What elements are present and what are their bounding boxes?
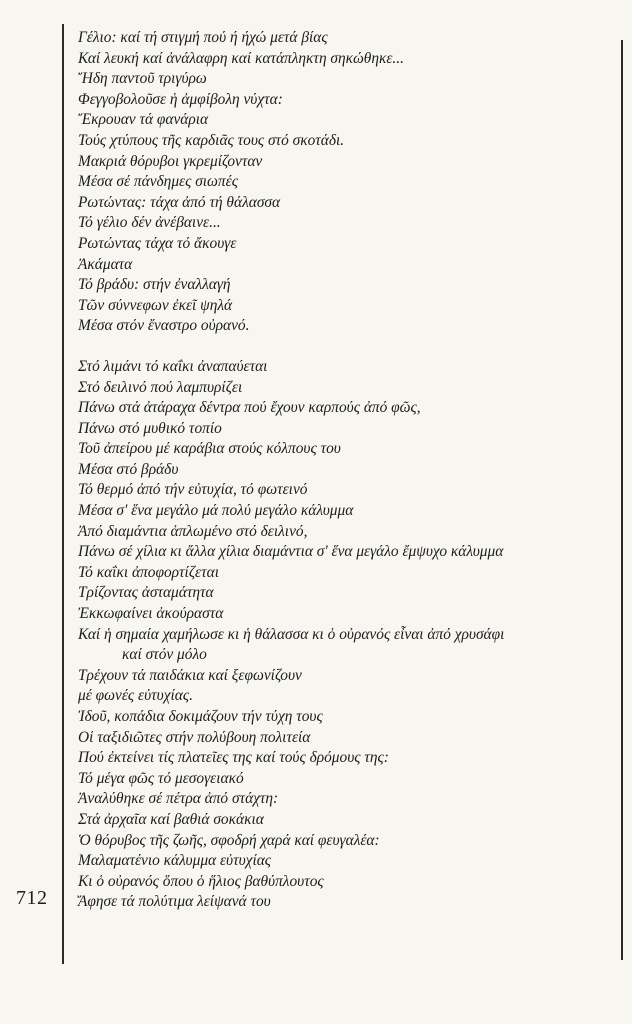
left-margin-rule (62, 24, 64, 964)
poem-line: Ἔκρουαν τά φανάρια (78, 111, 209, 129)
poem-line: Γέλιο: καί τή στιγμή πού ή ήχώ μετά βίας (78, 29, 328, 46)
poem-line: Ἀναλύθηκε σέ πέτρα ἀπό στάχτη: (78, 790, 279, 808)
poem-line: Ἀκάματα (78, 255, 133, 273)
poem-line: Ἐκκωφαίνει ἀκούραστα (78, 605, 224, 623)
poem-line: Τό θερμό ἀπό τήν εὐτυχία, τό φωτεινό (78, 481, 308, 499)
poem-line: Στό λιμάνι τό καΐκι ἀναπαύεται (78, 357, 268, 375)
poem-line: Καί ἡ σημαία χαμήλωσε κι ἡ θάλασσα κι ὁ οὐρανός εἶναι ἀπό χρυσάφι (78, 625, 505, 643)
poem-line: Τρίζοντας ἀσταμάτητα (78, 584, 214, 602)
poem-line: Καί λευκή καί ἀνάλαφρη καί κατάπληκτη σηκώθηκε... (78, 49, 404, 67)
poem-line: Οἱ ταξιδιῶτες στήν πολύβουη πολιτεία (78, 728, 311, 746)
page-number: 712 (16, 887, 48, 909)
poem-line: Τό μέγα φῶς τό μεσογειακό (78, 769, 244, 787)
poem-line: Πάνω σέ χίλια κι ἄλλα χίλια διαμάντια σ' ἕνα μεγάλο ἔμψυχο κάλυμμα (78, 543, 504, 561)
poem-line: Μέσα στό βράδυ (78, 460, 179, 478)
poem-line: Τό βράδυ: στήν ἐναλλαγή (78, 276, 231, 294)
poem-line: Μέσα σ' ἕνα μεγάλο μά πολύ μεγάλο κάλυμμα (78, 502, 354, 520)
poem-line: Ἀπό διαμάντια ἁπλωμένο στό δειλινό, (78, 522, 308, 540)
poem-line: Στά ἀρχαῖα καί βαθιά σοκάκια (78, 810, 264, 828)
poem-line: Ἄφησε τά πολύτιμα λείψανά του (78, 893, 271, 911)
poem-line: Ὁ θόρυβος τῆς ζωῆς, σφοδρή χαρά καί φευγαλέα: (78, 831, 380, 849)
right-margin-rule (621, 40, 623, 960)
poem-line: Ἤδη παντοῦ τριγύρω (78, 70, 207, 88)
poem-line: μέ φωνές εὐτυχίας. (78, 687, 193, 705)
poem-line: Μέσα σέ πάνδημες σιωπές (78, 173, 238, 191)
stanza-1 (78, 28, 618, 337)
poem-line-continuation: καί στόν μόλο (122, 646, 207, 664)
poem-line: Πάνω στό μυθικό τοπίο (78, 419, 222, 437)
poem-line: Μακριά θόρυβοι γκρεμίζονταν (78, 152, 263, 170)
poem-line: Πού ἐκτείνει τίς πλατεῖες της καί τούς δρόμους της: (78, 749, 389, 767)
poem-line: Τό καΐκι ἀποφορτίζεται (78, 563, 219, 581)
poem-line: Τοῦ ἀπείρου μέ καράβια στούς κόλπους του (78, 440, 341, 458)
poem-line: Κι ὁ οὐρανός ὅπου ὁ ἥλιος βαθύπλουτος (78, 872, 324, 890)
poem-line: Ἰδοῦ, κοπάδια δοκιμάζουν τήν τύχη τους (78, 708, 323, 725)
poem-line: Ρωτώντας: τάχα ἀπό τή θάλασσα (78, 193, 281, 211)
poem-line: Φεγγοβολοῦσε ἡ ἀμφίβολη νύχτα: (78, 90, 283, 108)
poem-line: Τούς χτύπους τῆς καρδιᾶς τους στό σκοτάδι. (78, 131, 345, 149)
poem-line: Τῶν σύννεφων ἐκεῖ ψηλά (78, 296, 233, 314)
poem-line: Ρωτώντας τάχα τό ἄκουγε (78, 234, 237, 252)
poem-line: Στό δειλινό πού λαμπυρίζει (78, 378, 243, 396)
poem-line: Τρέχουν τά παιδάκια καί ξεφωνίζουν (78, 666, 302, 684)
poem-line: Τό γέλιο δέν ἀνέβαινε... (78, 214, 221, 232)
poem-line: Πάνω στά ἀτάραχα δέντρα πού ἔχουν καρπούς ἀπό φῶς, (78, 399, 421, 417)
poem-body (78, 28, 618, 913)
poem-line: Μέσα στόν ἔναστρο οὐρανό. (78, 317, 250, 335)
stanza-2 (78, 357, 618, 913)
poem-line: Μαλαματένιο κάλυμμα εὐτυχίας (78, 852, 272, 870)
